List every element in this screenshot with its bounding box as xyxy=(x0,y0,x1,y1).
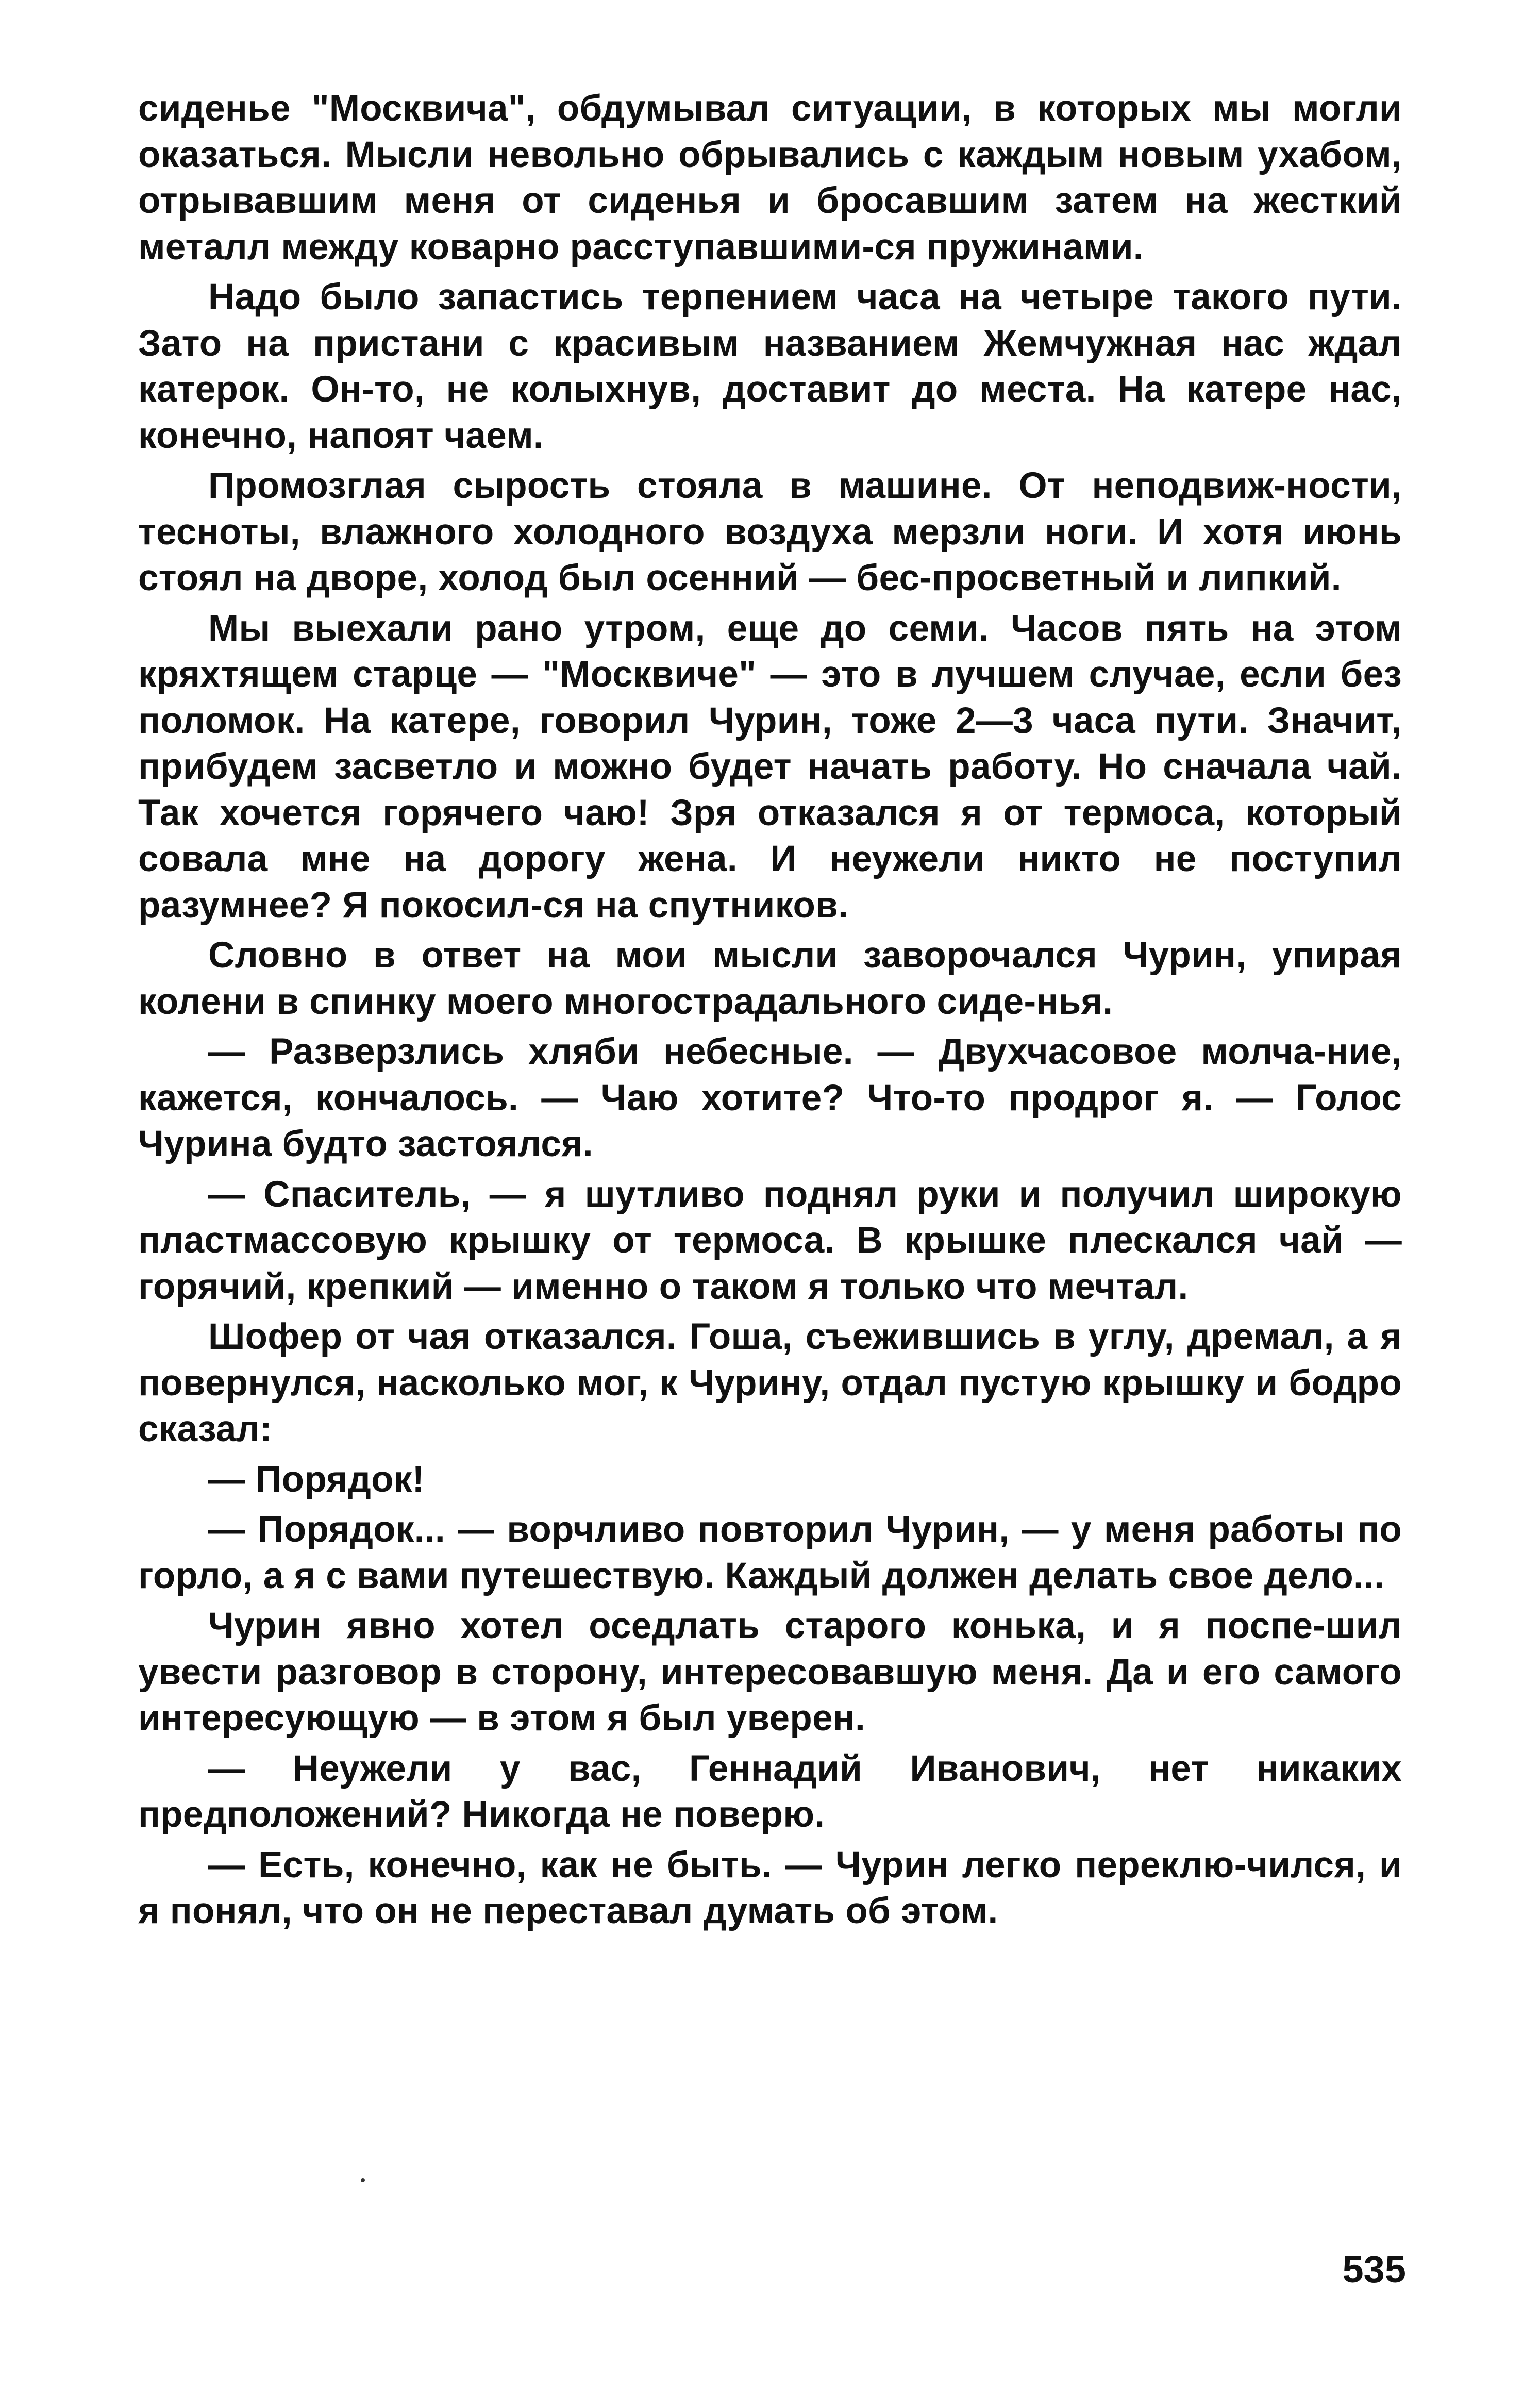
paragraph-7: — Спаситель, — я шутливо поднял руки и получил широкую пластмассовую крышку от термоса. В крышке плескался чай — горячий, крепкий — именно о таком я только что мечтал. xyxy=(138,1174,1402,1307)
paragraph-10: — Порядок... — ворчливо повторил Чурин, — у меня работы по горло, а я с вами путешествую. Каждый должен делать свое дело... xyxy=(138,1509,1402,1596)
paragraph-13: — Есть, конечно, как не быть. — Чурин легко переклю-чился, и я понял, что он не переставал думать об этом. xyxy=(138,1844,1402,1931)
paragraph-6: — Разверзлись хляби небесные. — Двухчасовое молча-ние, кажется, кончалось. — Чаю хотите? Что-то продрог я. — Голос Чурина будто застоялся. xyxy=(138,1031,1402,1164)
paragraph-11: Чурин явно хотел оседлать старого конька, и я поспе-шил увести разговор в сторону, интересовавшую меня. Да и его самого интересующую — в этом я был уверен. xyxy=(138,1606,1402,1739)
paragraph-4: Мы выехали рано утром, еще до семи. Часов пять на этом кряхтящем старце — "Москвиче" — это в лучшем случае, если без поломок. На катере, говорил Чурин, тоже 2—3 часа пути. Значит, прибудем засветло и можно будет начать работу. Но сначала чай. Так хочется горячего чаю! Зря отказался я от термоса, который совала мне на дорогу жена. И неужели никто не поступил разумнее? Я покосил-ся на спутников. xyxy=(138,608,1402,926)
paragraph-12: — Неужели у вас, Геннадий Иванович, нет никаких предположений? Никогда не поверю. xyxy=(138,1748,1402,1835)
print-dot-mark xyxy=(361,2178,365,2182)
paragraph-9: — Порядок! xyxy=(208,1459,425,1500)
paragraph-3: Промозглая сырость стояла в машине. От неподвиж-ности, тесноты, влажного холодного воздуха мерзли ноги. И хотя июнь стоял на дворе, холод был осенний — бес-просветный и липкий. xyxy=(138,465,1402,598)
text-column xyxy=(138,86,1402,1939)
paragraph-5: Словно в ответ на мои мысли заворочался Чурин, упирая колени в спинку моего многострадального сиде-нья. xyxy=(138,935,1402,1022)
page-number: 535 xyxy=(1342,2248,1406,2291)
paragraph-1: сиденье "Москвича", обдумывал ситуации, в которых мы могли оказаться. Мысли невольно обрывались с каждым новым ухабом, отрывавшим меня от сиденья и бросавшим затем на жесткий металл между коварно расступавшими-ся пружинами. xyxy=(138,88,1402,268)
paragraph-2: Надо было запастись терпением часа на четыре такого пути. Зато на пристани с красивым названием Жемчужная нас ждал катерок. Он-то, не колыхнув, доставит до места. На катере нас, конечно, напоят чаем. xyxy=(138,277,1402,456)
paragraph-8: Шофер от чая отказался. Гоша, съежившись в углу, дремал, а я повернулся, насколько мог, к Чурину, отдал пустую крышку и бодро сказал: xyxy=(138,1316,1402,1449)
